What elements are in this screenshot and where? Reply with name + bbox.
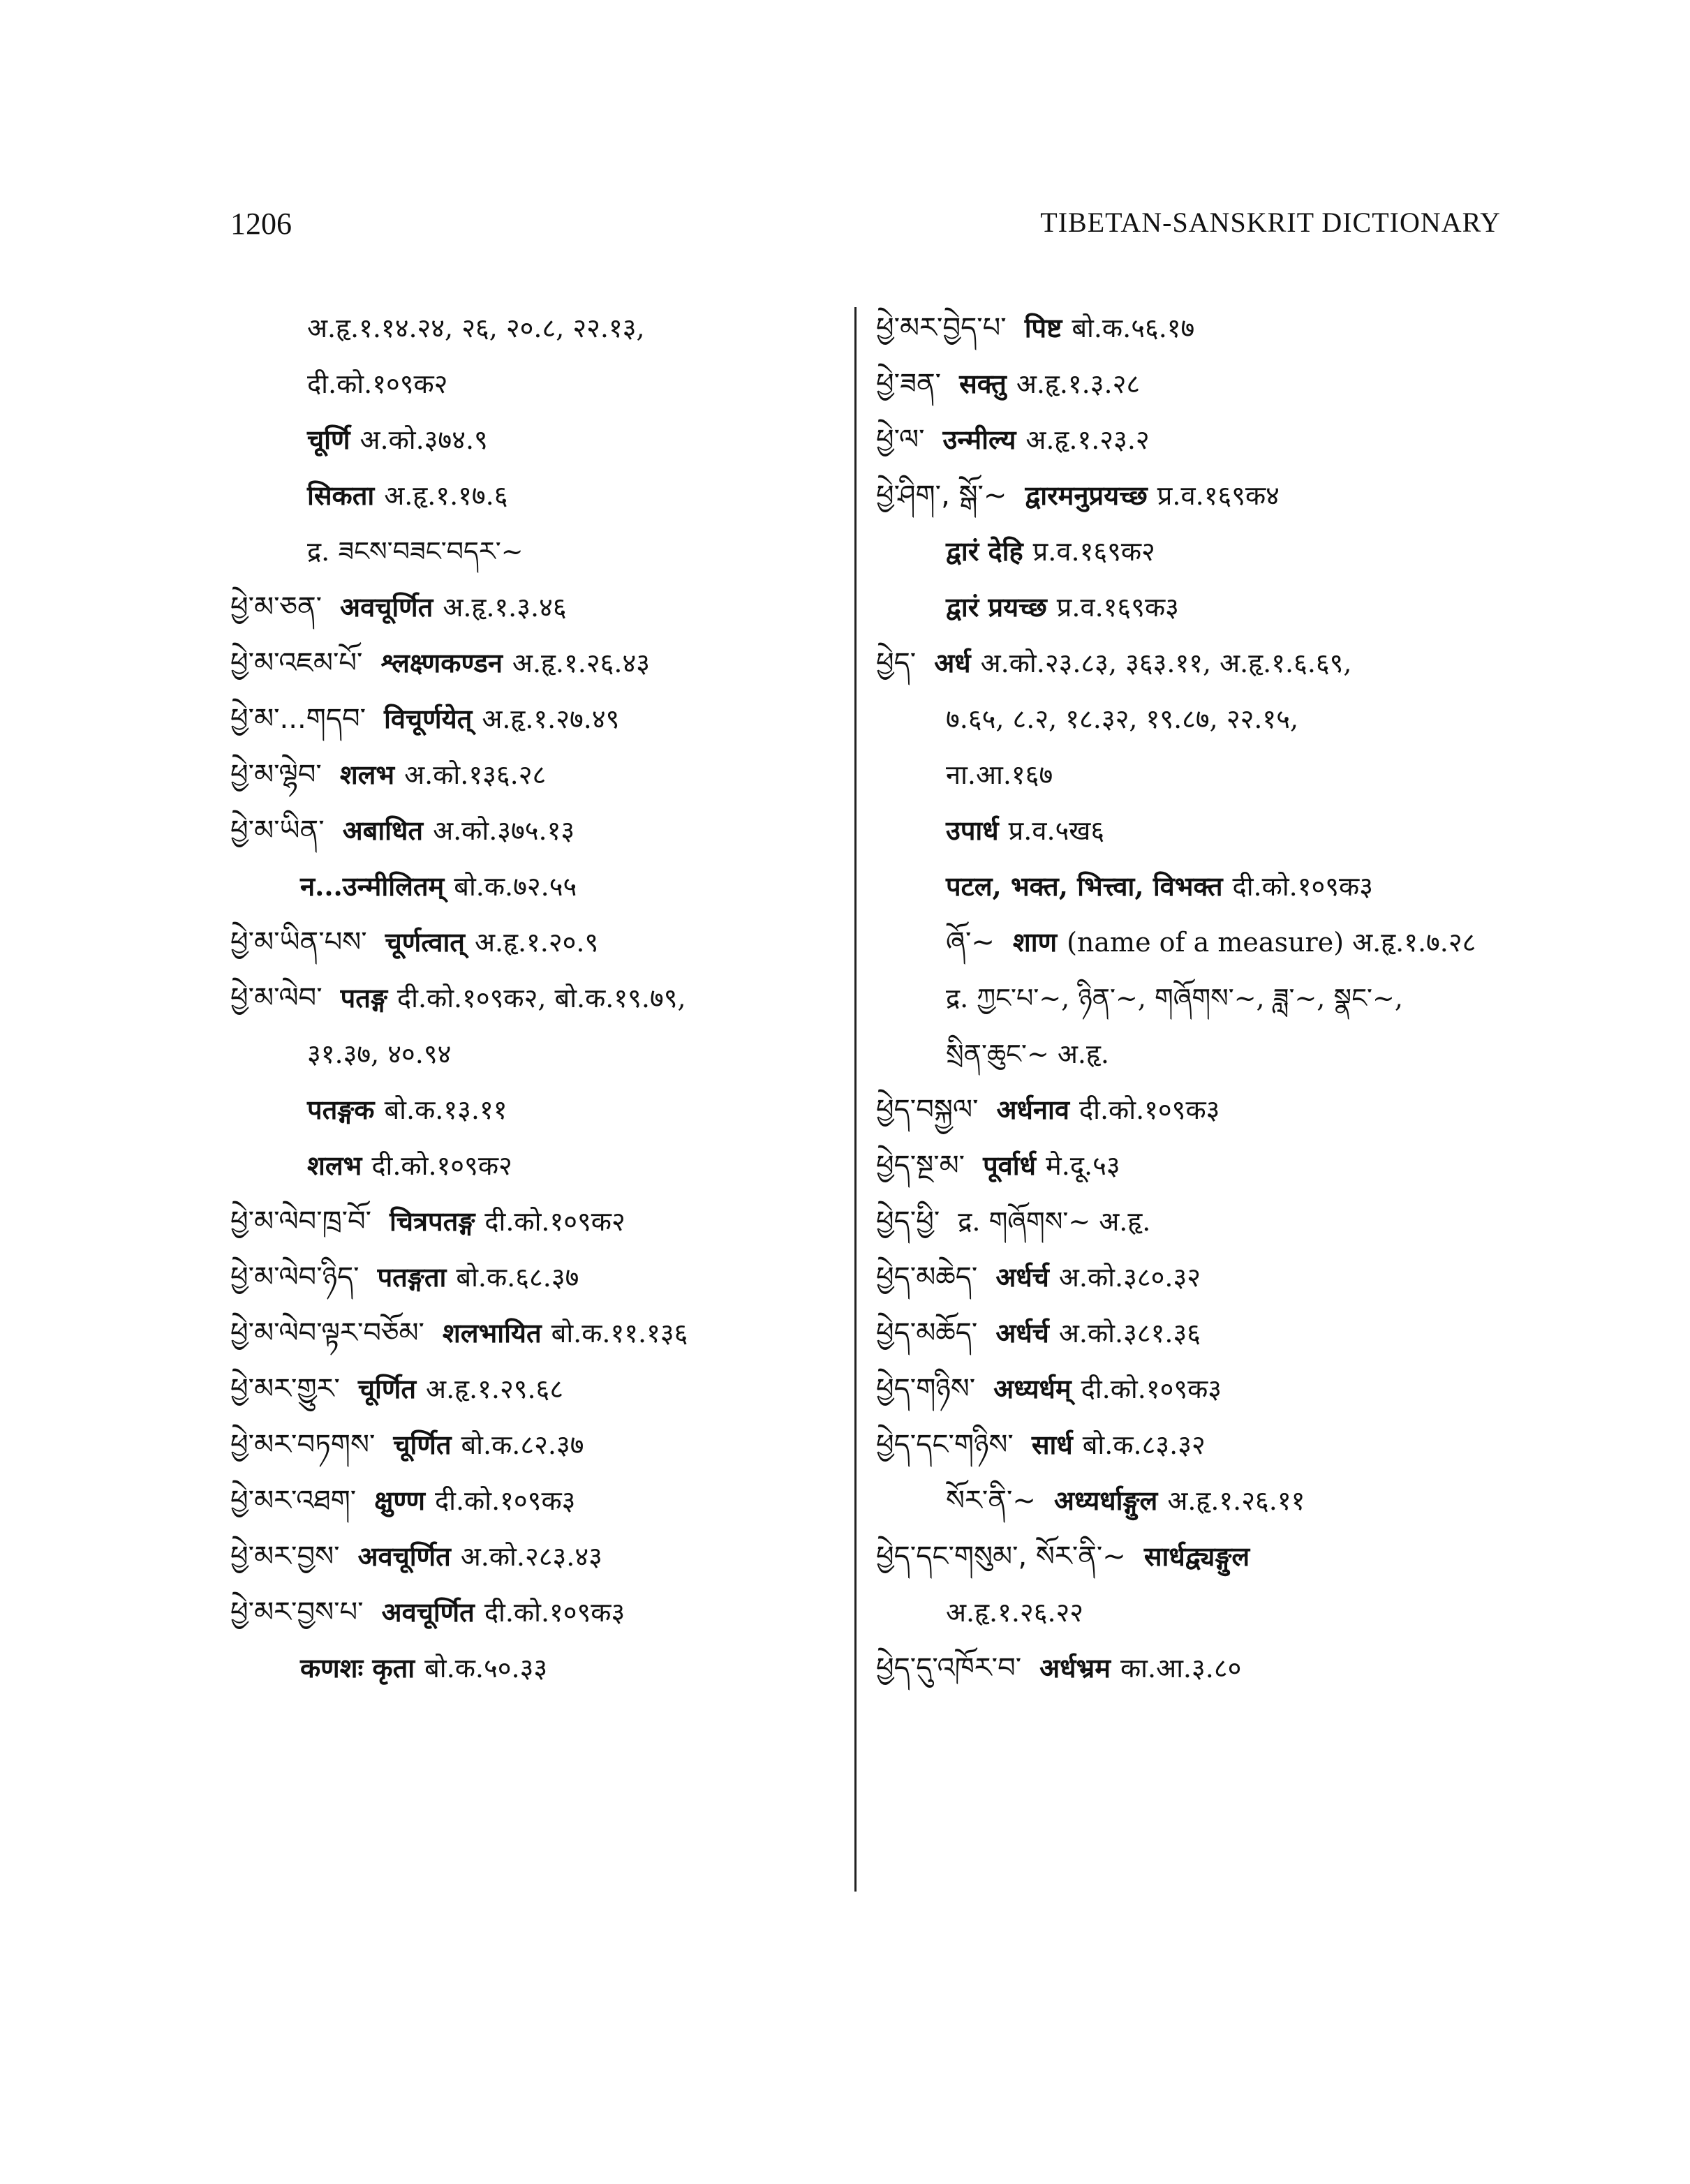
sanskrit-equivalent: पिष्ट [1024,312,1062,343]
tibetan-headword: ཕྱེ་མ་...གདབ་ [230,703,366,735]
dictionary-entry [230,859,845,914]
dictionary-entry [876,1082,1511,1138]
tibetan-headword: ཕྱེད་ [876,647,917,679]
sanskrit-equivalent: उपार्ध [946,815,999,846]
dictionary-entry [876,747,1511,803]
tibetan-headword: ཕྱེ་ལ་ [876,424,925,456]
dictionary-entry [230,356,845,412]
sanskrit-equivalent: सक्तु [959,368,1007,399]
dictionary-entry [876,1361,1511,1417]
sanskrit-equivalent: अवचूर्णित [340,591,433,623]
tibetan-headword: ཕྱེད་གཉིས་ [876,1373,976,1405]
left-column [230,300,845,1696]
source-reference: अ.हृ.१.२९.६८ [426,1374,564,1404]
page-header [0,206,1690,248]
sanskrit-equivalent: उन्मील्य [942,424,1016,455]
tibetan-headword: ཕྱེ་མ་ལྷེབ་ [230,759,322,791]
dictionary-entry [876,579,1511,635]
sanskrit-equivalent: शलभ [339,759,395,790]
sanskrit-equivalent: अबाधित [342,815,424,846]
tibetan-headword: ཕྱེ་མ་ཡིན་པས་ [230,926,367,958]
source-reference: प्र.व.१६९क२ [1032,536,1155,567]
source-reference: दी.को.१०९क३ [434,1485,576,1516]
tibetan-headword: ཕྱེ་མ་ལེབ་ཉིད་ [230,1261,360,1293]
dictionary-entry [876,803,1511,859]
dictionary-entry [230,1417,845,1473]
dictionary-entry [230,1138,845,1194]
source-reference: बो.क.८२.३७ [461,1429,584,1460]
source-reference: बो.क.११.१३६ [551,1318,688,1349]
dictionary-entry [230,412,845,468]
sanskrit-equivalent: अर्ध [934,647,971,678]
source-reference: द्र. ཟངས་བཟང་བདར་~ [307,536,524,567]
sanskrit-equivalent: क्षुण्ण [374,1485,425,1516]
dictionary-entry [230,1361,845,1417]
source-reference: अ.को.३७५.१३ [433,815,575,846]
sanskrit-equivalent: शाण [1012,926,1058,958]
source-reference: बो.क.७२.५५ [454,871,577,902]
source-reference: बो.क.८३.३२ [1082,1429,1206,1460]
tibetan-headword: ཕྱེ་ཤིག་, སྒོ་~ [876,480,1007,512]
dictionary-entry [876,1529,1511,1584]
sanskrit-equivalent: द्वारमनुप्रयच्छ [1025,480,1148,511]
dictionary-entry [230,635,845,691]
source-reference: अ.हृ.१.२७.४९ [482,704,620,734]
source-reference: प्र.व.१६९क४ [1157,480,1280,511]
tibetan-headword: ཕྱེ་མར་བྱས་ [230,1540,340,1573]
source-reference: बो.क.५६.१७ [1072,313,1195,343]
sanskrit-equivalent: अर्धर्च [995,1261,1049,1293]
tibetan-headword: ཕྱེད་བསྐྱལ་ [876,1094,979,1126]
dictionary-entry [876,1026,1511,1082]
dictionary-entry [876,468,1511,523]
dictionary-entry [876,1584,1511,1640]
sanskrit-equivalent: पतङ्ग [340,982,387,1013]
sanskrit-equivalent: चूर्णत्वात् [385,926,465,958]
source-reference: दी.को.१०९क२, बो.क.१९.७९, [396,983,686,1013]
tibetan-headword: ཕྱེད་དུ་འཁོར་བ་ [876,1652,1022,1684]
sanskrit-equivalent: शलभायित [442,1317,542,1349]
source-reference: अ.हृ.१.३.२८ [1016,369,1141,399]
dictionary-entry [876,1194,1511,1249]
dictionary-entry [230,1473,845,1529]
sanskrit-equivalent: पतङ्गता [377,1261,447,1293]
dictionary-entry [876,691,1511,747]
sanskrit-equivalent: पूर्वार्ध [983,1150,1037,1181]
dictionary-entry [230,468,845,523]
dictionary-entry [230,1194,845,1249]
tibetan-headword: ཞོ་~ [946,926,995,958]
dictionary-entry [230,1026,845,1082]
dictionary-entry [230,970,845,1026]
source-reference: दी.को.१०९क३ [1232,871,1373,902]
source-reference: दी.को.१०९क२ [371,1150,512,1181]
source-reference: ३१.३७, ४०.९४ [307,1039,452,1069]
source-reference: दी.को.१०९क३ [484,1597,625,1628]
sanskrit-equivalent: द्वारं देहि [946,535,1023,567]
tibetan-headword: ཕྱེ་མ་ཅན་ [230,591,323,623]
tibetan-headword: ཕྱེ་མ་ཡིན་ [230,815,325,847]
dictionary-entry [230,523,845,579]
source-reference: अ.हृ.१.१४.२४, २६, २०.८, २२.१३, [307,313,645,343]
sanskrit-equivalent: चूर्णित [393,1429,452,1460]
source-reference: दी.को.१०९क३ [1079,1094,1220,1125]
dictionary-entry [230,914,845,970]
source-reference: द्र. གཞོགས་~ अ.हृ. [958,1206,1151,1237]
source-reference: अ.हृ.१.२६.४३ [512,648,650,678]
sanskrit-equivalent: अवचूर्णित [357,1540,451,1572]
source-reference: दी.को.१०९क२ [307,369,448,399]
tibetan-headword: ཕྱེ་མ་འཇམ་པོ་ [230,647,363,679]
tibetan-headword: ཕྱེད་དང་གཉིས་ [876,1429,1014,1461]
dictionary-entry [876,1417,1511,1473]
dictionary-entry [230,1584,845,1640]
dictionary-entry [230,300,845,356]
tibetan-headword: ཕྱེ་ཟན་ [876,368,942,400]
source-reference: प्र.व.५ख६ [1008,815,1105,846]
tibetan-headword: ཕྱེ་མར་གྱུར་ [230,1373,340,1405]
source-reference: मे.दू.५३ [1046,1150,1120,1181]
dictionary-entry [876,356,1511,412]
sanskrit-equivalent: कणशः कृता [300,1652,415,1684]
source-reference: अ.को.२८३.४३ [460,1541,602,1572]
source-reference: अ.को.१३६.२८ [404,759,547,790]
source-reference: अ.को.२३.८३, ३६३.११, अ.हृ.१.६.६९, [980,648,1352,678]
sanskrit-equivalent: पतङ्गक [307,1094,375,1125]
tibetan-headword: ཕྱེ་མ་ལེབ་ [230,982,323,1014]
sanskrit-equivalent: अर्धनाव [996,1094,1069,1125]
tibetan-headword: ཕྱེ་མ་ལེབ་ཁྲ་བོ་ [230,1205,372,1238]
source-reference: अ.को.३८१.३६ [1058,1318,1201,1349]
source-reference: द्र. ཀྱང་པ་~, ཉིན་~, གཞོགས་~, ཟླ་~, སྣང་~, [946,983,1403,1013]
source-reference: अ.हृ.१.३.४६ [443,592,567,623]
dictionary-entry [230,579,845,635]
dictionary-entry [230,747,845,803]
source-reference: अ.हृ.१.१७.६ [384,480,508,511]
column-divider [854,307,857,1892]
sanskrit-equivalent: अवचूर्णित [381,1596,475,1628]
tibetan-headword: ཕྱེད་སྔ་མ་ [876,1150,965,1182]
dictionary-entry [230,1305,845,1361]
source-reference: ना.आ.१६७ [946,759,1053,790]
dictionary-entry [876,523,1511,579]
tibetan-headword: ཕྱེད་མཆེད་ [876,1261,978,1293]
sanskrit-equivalent: सार्धद्व्यङ्गुल [1143,1540,1250,1572]
tibetan-headword: ཕྱེ་མར་བྱས་པ་ [230,1596,364,1628]
sanskrit-equivalent: अर्धर्च [995,1317,1049,1349]
tibetan-headword: ཕྱེ་མར་བྱེད་པ་ [876,312,1007,344]
sanskrit-equivalent: अर्धभ्रम [1039,1652,1111,1684]
source-reference: (name of a measure) अ.हृ.१.७.२८ [1067,927,1476,958]
page-number: 1206 [230,207,292,241]
dictionary-entry [876,412,1511,468]
dictionary-entry [876,859,1511,914]
right-column [876,300,1511,1696]
source-reference: प्र.व.१६९क३ [1056,592,1179,623]
source-reference: बो.क.१३.११ [384,1094,507,1125]
sanskrit-equivalent: अध्यर्धाङ्गुल [1053,1485,1158,1516]
dictionary-entry [876,970,1511,1026]
source-reference: बो.क.५०.३३ [424,1653,548,1684]
source-reference: སྲིན་ཆུང་~ अ.हृ. [946,1039,1109,1069]
source-reference: दी.को.१०९क२ [484,1206,625,1237]
tibetan-headword: ཕྱེ་མར་འཐག་ [230,1485,357,1517]
tibetan-headword: ཕྱེད་ཕྱི་ [876,1205,940,1238]
dictionary-entry [876,1640,1511,1696]
sanskrit-equivalent: अध्यर्धम् [993,1373,1072,1404]
sanskrit-equivalent: चित्रपतङ्ग [390,1205,475,1237]
dictionary-entry [876,635,1511,691]
source-reference: अ.हृ.१.२०.९ [474,927,599,958]
dictionary-entry [230,1640,845,1696]
source-reference: अ.हृ.१.२६.११ [1167,1485,1305,1516]
dictionary-entry [876,1305,1511,1361]
sanskrit-equivalent: श्लक्ष्णकण्डन [380,647,503,678]
dictionary-entry [876,1138,1511,1194]
sanskrit-equivalent: शलभ [307,1150,362,1181]
tibetan-headword: ཕྱེད་དང་གསུམ་, སོར་ནི་~ [876,1540,1126,1573]
source-reference: का.आ.३.८० [1120,1653,1242,1684]
dictionary-entry [876,1473,1511,1529]
dictionary-entry [230,691,845,747]
dictionary-entry [230,1082,845,1138]
dictionary-entry [230,1529,845,1584]
dictionary-entry [876,300,1511,356]
sanskrit-equivalent: विचूर्णयेत् [384,703,473,734]
sanskrit-equivalent: सिकता [307,480,375,511]
source-reference: ७.६५, ८.२, १८.३२, १९.८७, २२.१५, [946,704,1299,734]
tibetan-headword: ཕྱེད་མཆོད་ [876,1317,978,1349]
sanskrit-equivalent: न...उन्मीलितम् [300,870,445,902]
source-reference: अ.को.३७४.९ [360,424,488,455]
tibetan-headword: ཕྱེ་མར་བཏགས་ [230,1429,376,1461]
tibetan-headword: སོར་ནི་~ [946,1485,1036,1517]
sanskrit-equivalent: चूर्णित [357,1373,417,1404]
sanskrit-equivalent: पटल, भक्त, भित्त्वा, विभक्त [946,870,1223,902]
dictionary-entry [230,1249,845,1305]
source-reference: अ.हृ.१.२६.२२ [946,1597,1084,1628]
source-reference: बो.क.६८.३७ [456,1262,579,1293]
source-reference: अ.हृ.१.२३.२ [1025,424,1150,455]
dictionary-entry [876,1249,1511,1305]
tibetan-headword: ཕྱེ་མ་ལེབ་ལྟར་བཅོམ་ [230,1317,424,1349]
sanskrit-equivalent: सार्ध [1031,1429,1073,1460]
dictionary-entry [876,914,1511,970]
running-head: TIBETAN-SANSKRIT DICTIONARY [1040,207,1501,238]
source-reference: दी.को.१०९क३ [1081,1374,1222,1404]
sanskrit-equivalent: चूर्णि [307,424,350,455]
source-reference: अ.को.३८०.३२ [1058,1262,1201,1293]
sanskrit-equivalent: द्वारं प्रयच्छ [946,591,1047,623]
dictionary-entry [230,803,845,859]
